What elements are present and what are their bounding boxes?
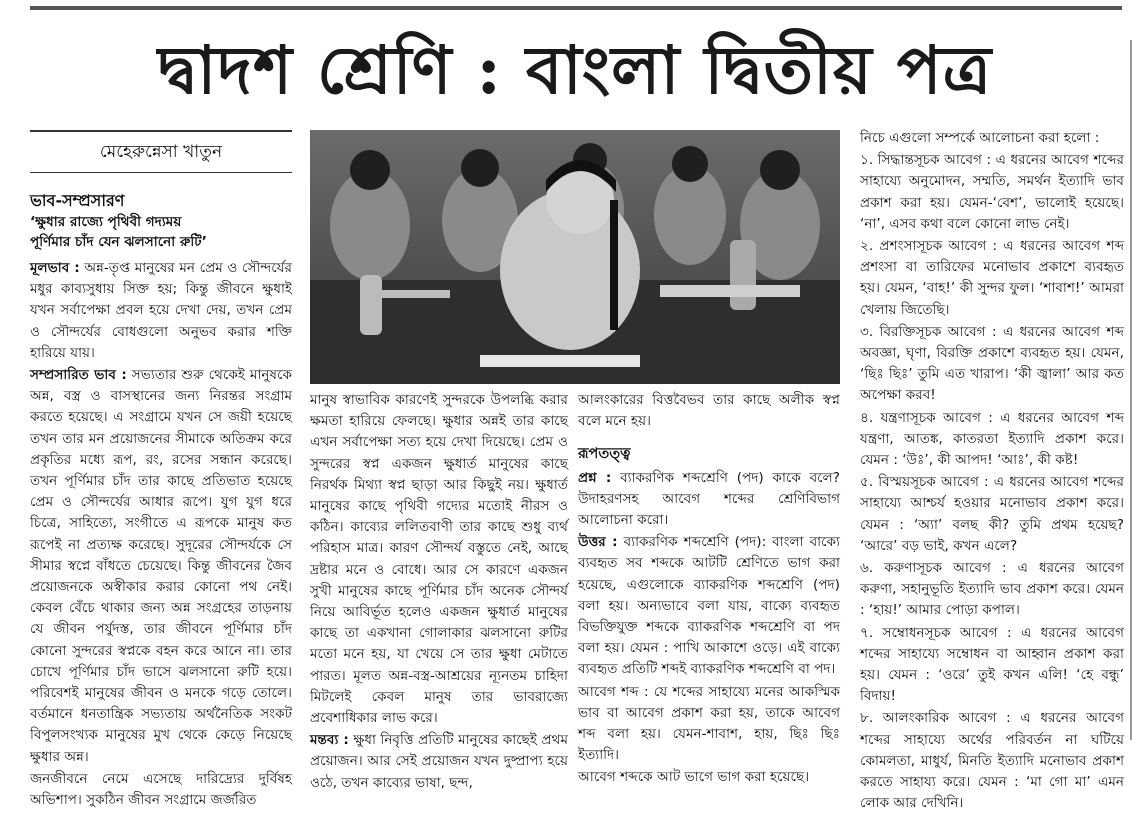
text-answer: ব্যাকরণিক শব্দশ্রেণি (পদ): বাংলা বাক্যে ব্যবহৃত সব শব্দকে আটটি শ্রেণিতে ভাগ করা হয়েছে, এগুলোকে ব্যাকরণিক শব্দশ্রেণি (পদ) বলা হয়। অন্যভাবে বলা যায়, বাক্যে ব্যবহৃত বিভক্তিযুক্ত শব্দকে ব্যাকরণিক শব্দশ্রেণি বা পদ বলা হয়। যেমন : পাখি আকাশে ওড়ে। এই বাক্যে ব্যবহৃত প্রতিটি শব্দই ব্যাকরণিক শব্দশ্রেণি বা পদ।: [578, 534, 840, 678]
list-item: ৩. বিরক্তিসূচক আবেগ : এ ধরনের আবেগ শব্দ অবজ্ঞা, ঘৃণা, বিরক্তি প্রকাশে ব্যবহৃত হয়। যেমন, ‘ছিঃ ছিঃ’ তুমি এত খারাপ। ‘কী জ্বালা’ আর কত অপেক্ষা করব!: [860, 323, 1124, 404]
top-rule: [30, 6, 1122, 10]
article-column-1: [30, 258, 292, 809]
paragraph-col4-intro: নিচে এগুলো সম্পর্কে আলোচনা করা হলো :: [860, 130, 1100, 146]
page-headline: দ্বাদশ শ্রেণি : বাংলা দ্বিতীয় পত্র: [157, 31, 993, 109]
paragraph-question: [578, 468, 840, 532]
quote-line-1: ‘ক্ষুধার রাজ্যে পৃথিবী গদ্যময়: [30, 214, 182, 230]
paragraph-answer: [578, 532, 840, 680]
page-edge-line: [1130, 40, 1132, 740]
paragraph-core-idea: [30, 258, 292, 364]
article-column-2: [310, 390, 568, 791]
section-title: ভাব-সম্প্রসারণ: [30, 191, 125, 210]
list-item: ১. সিদ্ধান্তসূচক আবেগ : এ ধরনের আবেগ শব্দের সাহায্যে অনুমোদন, সম্মতি, সমর্থন ইত্যাদি ভাব প্রকাশ করা হয়। যেমন-‘বেশ’, ভালোই হয়েছে। ‘না’, এসব কথা বলে কোনো লাভ নেই।: [860, 152, 1124, 232]
paragraph-emotion-types: আবেগ শব্দকে আট ভাগে ভাগ করা হয়েছে।: [578, 769, 810, 786]
paragraph-continued: জনজীবনে নেমে এসেছে দারিদ্র্যের দুর্বিষহ অভিশাপ। সুকঠিন জীবন সংগ্রামে জর্জরিত: [30, 770, 292, 809]
label-core-idea: মূলভাব :: [30, 260, 80, 276]
list-item: ২. প্রশংসাসূচক আবেগ : এ ধরনের আবেগ শব্দ প্রশংসা বা তারিফের মনোভাব প্রকাশে ব্যবহৃত হয়। যেমন, ‘বাহ!’ কী সুন্দর ফুল। ‘শাবাশ!’ আমরা খেলায় জিতেছি।: [860, 238, 1124, 318]
author-byline: মেহেরুন্নেসা খাতুন: [30, 130, 292, 173]
list-item: ৪. যন্ত্রণাসূচক আবেগ : এ ধরনের আবেগ শব্দ যন্ত্রণা, আতঙ্ক, কাতরতা ইত্যাদি প্রকাশ করে। যেমন : ‘উঃ’, কী আপদ! ‘আঃ’, কী কষ্ট!: [860, 409, 1124, 469]
label-question: প্রশ্ন :: [578, 469, 612, 486]
paragraph-emotion-word: আবেগ শব্দ : যে শব্দের সাহায্যে মনের আকস্মিক ভাব বা আবেগ প্রকাশ করা হয়, তাকে আবেগ শব্দ বলা হয়। যেমন-শাবাশ, হায়, ছিঃ ছিঃ ইত্যাদি।: [578, 683, 840, 764]
label-answer: উত্তর :: [578, 534, 618, 551]
list-item: ৬. করুণাসূচক আবেগ : এ ধরনের আবেগ করুণা, সহানুভূতি ইত্যাদি ভাব প্রকাশ করে। যেমন : ‘হায়!’ আমার পোড়া কপাল।: [860, 560, 1124, 619]
text-expanded-idea: সভ্যতার শুরু থেকেই মানুষকে অন্ন, বস্ত্র ও বাসস্থানের জন্য নিরন্তর সংগ্রাম করতে হয়েছে। এ সংগ্রামে যখন সে জয়ী হয়েছে তখন তার মন প্রয়োজনের সীমাকে অতিক্রম করে প্রকৃতির মধ্যে রূপ, রং, রসের সন্ধান করেছে। তখন পূর্ণিমার চাঁদ তার কাছে প্রতিভাত হয়েছে প্রেম ও সৌন্দর্যের আধার রূপে। যুগ যুগ ধরে চিত্রে, সাহিত্যে, সংগীতে এ রূপকে মানুষ কত রূপেই না প্রত্যক্ষ করেছে। সুদূরের সৌন্দর্যকে সে সীমার স্বপ্নে বাঁধতে চেয়েছে। কিন্তু জীবনের জৈব প্রয়োজনকে অস্বীকার করার কোনো পথ নেই। কেবল বেঁচে থাকার জন্য অন্ন সংগ্রহের তাড়নায় যে জীবন পর্যুদস্ত, তার জীবনে পূর্ণিমার চাঁদ কোনো সুন্দরের স্বপ্নকে বহন করে আনে না। তার চোখে পূর্ণিমার চাঁদ ভাসে ঝলসানো রুটি হয়ে। পরিবেশই মানুষের জীবন ও মনকে গড়ে তোলে। বর্তমানে ধনতান্ত্রিক সভ্যতায় অর্থনৈতিক সংকট বিপুলসংখ্যক মানুষের মুখ থেকে কেড়ে নিয়েছে ক্ষুধার অন্ন।: [30, 367, 292, 765]
text-comment: ক্ষুধা নিবৃত্তি প্রতিটি মানুষের কাছেই প্রথম প্রয়োজন। আর সেই প্রয়োজন যখন দুষ্প্রাপ্য হয়ে ওঠে, তখন কাব্যের ভাষা, ছন্দ,: [310, 732, 568, 791]
paragraph-col3-lead: আলংকারের বিত্তবৈভব তার কাছে অলীক স্বপ্ন বলে মনে হয়।: [578, 392, 840, 430]
paragraph-comment: [310, 730, 568, 794]
list-item: ৫. বিস্ময়সূচক আবেগ : এ ধরনের আবেগ শব্দের সাহায্যে আশ্চর্য হওয়ার মনোভাব প্রকাশ করে। যেমন : ‘অ্যা’ বলছ কী? তুমি প্রথম হয়েছ? ‘আরে’ বড় ভাই, কখন এলে?: [860, 474, 1124, 554]
paragraph-col2-main: মানুষ স্বাভাবিক কারণেই সুন্দরকে উপলব্ধি করার ক্ষমতা হারিয়ে ফেলছে। ক্ষুধার অন্নই তার কাছে এখন সর্বাপেক্ষা সত্য হয়ে দেখা দিয়েছে। প্রেম ও সুন্দরের স্বপ্ন একজন ক্ষুধার্ত মানুষের কাছে নিরর্থক মিথ্যা স্বপ্ন ছাড়া আর কিছুই নয়। ক্ষুধার্ত মানুষের কাছে পৃথিবী গদ্যের মতোই নীরস ও কঠিন। কাব্যের ললিতবাণী তার কাছে শুধু ব্যর্থ পরিহাস মাত্র। কারণ সৌন্দর্য বস্তুতে নেই, আছে দ্রষ্টার মনে ও বোধে। আর সে কারণে একজন সুখী মানুষের কাছে পূর্ণিমার চাঁদ অনেক সৌন্দর্য নিয়ে আবির্ভূত হলেও একজন ক্ষুধার্ত মানুষের কাছে তা একখানা গোলাকার ঝলসানো রুটির মতো মনে হয়, যা খেয়ে সে তার ক্ষুধা মেটাতে পারত। মূলত অন্ন-বস্ত্র-আশ্রয়ের ন্যূনতম চাহিদা মিটলেই কেবল মানুষ তার ভাবরাজ্যে প্রবেশাধিকার লাভ করে।: [310, 392, 568, 727]
photo-illustration: [310, 130, 840, 384]
label-comment: মন্তব্য :: [310, 732, 349, 749]
text-question: ব্যাকরণিক শব্দশ্রেণি (পদ) কাকে বলে? উদাহরণসহ আবেগ শব্দের শ্রেণিবিভাগ আলোচনা করো।: [578, 469, 840, 529]
label-expanded-idea: সম্প্রসারিত ভাব :: [30, 367, 127, 384]
article-column-4: [860, 128, 1124, 812]
section-quote: [30, 212, 292, 252]
article-column-3: [578, 390, 840, 784]
list-item: ৮. আলংকারিক আবেগ : এ ধরনের আবেগ শব্দের সাহায্যে অর্থের পরিবর্তন না ঘটিয়ে কোমলতা, মাধুর্য, মিনতি ইত্যাদি মনোভাব প্রকাশ করতে সাহায্য করে। যেমন : ‘মা গো মা’ এমন লোক আর দেখিনি।: [860, 710, 1124, 812]
paragraph-expanded-idea: [30, 365, 292, 768]
classroom-exam-photo: [310, 130, 840, 384]
subhead-morphology: রূপতত্ত্ব: [578, 446, 631, 463]
quote-line-2: পূর্ণিমার চাঁদ যেন ঝলসানো রুটি’: [30, 234, 207, 250]
text-core-idea: অন্ন-তৃপ্ত মানুষের মন প্রেম ও সৌন্দর্যের মধুর কাব্যসুধায় সিক্ত হয়; কিন্তু জীবনে ক্ষুধাই যখন সর্বাপেক্ষা প্রবল হয়ে দেখা দেয়, তখন প্রেম ও সৌন্দর্যের বোধগুলো অনুভব করার শক্তি হারিয়ে যায়।: [30, 260, 292, 361]
list-item: ৭. সম্বোধনসূচক আবেগ : এ ধরনের আবেগ শব্দের সাহায্যে সম্বোধন বা আহ্বান প্রকাশ করা হয়। যেমন : ‘ওরে’ তুই কখন এলি! ‘হে বন্ধু’ বিদায়!: [860, 624, 1124, 705]
